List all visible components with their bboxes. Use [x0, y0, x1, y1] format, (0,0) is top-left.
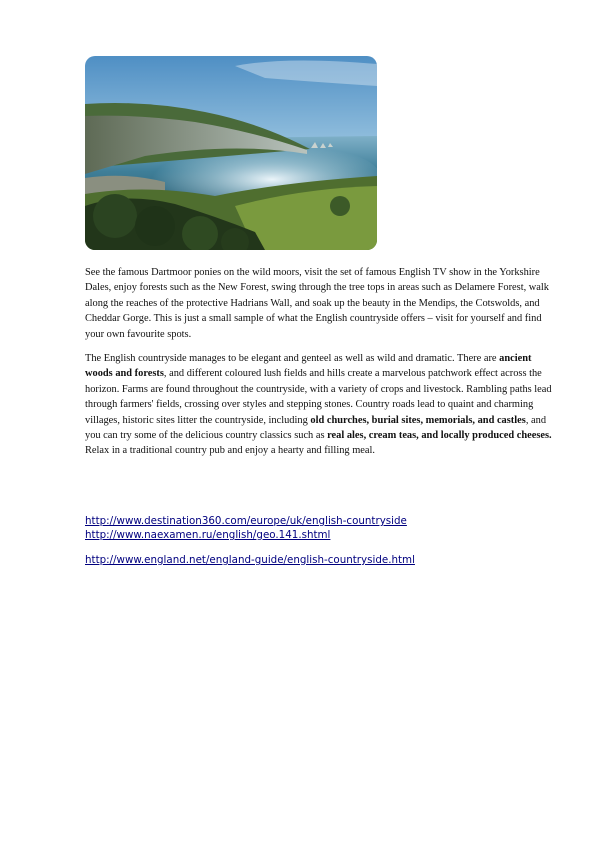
intro-paragraph: See the famous Dartmoor ponies on the wild moors, visit the set of famous English TV show in the Yorkshire Dales, enjoy forests such as the New Forest, swing through the tree tops in areas such as Delamere Forest, walk along the reaches of the protective Hadrians Wall, and soak up the beauty in the Mendips, the Cotswolds, and Cheddar Gorge. This is just a small sample of what the English countryside offers – visit for yourself and find your own favourite spots.	[85, 267, 549, 340]
source-link-naexamen[interactable]: http://www.naexamen.ru/english/geo.141.shtml	[85, 529, 331, 541]
bold-phrase-food: real ales, cream teas, and locally produced cheeses.	[327, 430, 552, 442]
countryside-paragraph	[85, 351, 555, 459]
text-segment: Relax in a traditional country pub and enjoy a hearty and filling meal.	[85, 445, 375, 457]
coastal-landscape-photo	[85, 56, 377, 250]
bold-phrase-woods: ancient woods and forests	[85, 353, 532, 380]
bold-phrase-sites: old churches, burial sites, memorials, and castles	[310, 414, 526, 426]
source-link-england-net[interactable]: http://www.england.net/england-guide/english-countryside.html	[85, 554, 415, 566]
text-segment: , and different coloured lush fields and hills create a marvelous patchwork effect across the horizon. Farms are found throughout the countryside, with a variety of crops and livestock. Rambling paths lead through farmers' fields, crossing over styles and stepping stones. Country roads lead to quaint and charming villages, historic sites litter the countryside, including	[85, 368, 552, 426]
text-segment: , and you can try some of the delicious country classics such as	[85, 414, 547, 442]
source-link-destination360[interactable]: http://www.destination360.com/europe/uk/english-countryside	[85, 515, 407, 527]
text-segment: The English countryside manages to be elegant and genteel as well as wild and dramatic. There are	[85, 353, 500, 364]
landscape-illustration	[85, 56, 377, 250]
